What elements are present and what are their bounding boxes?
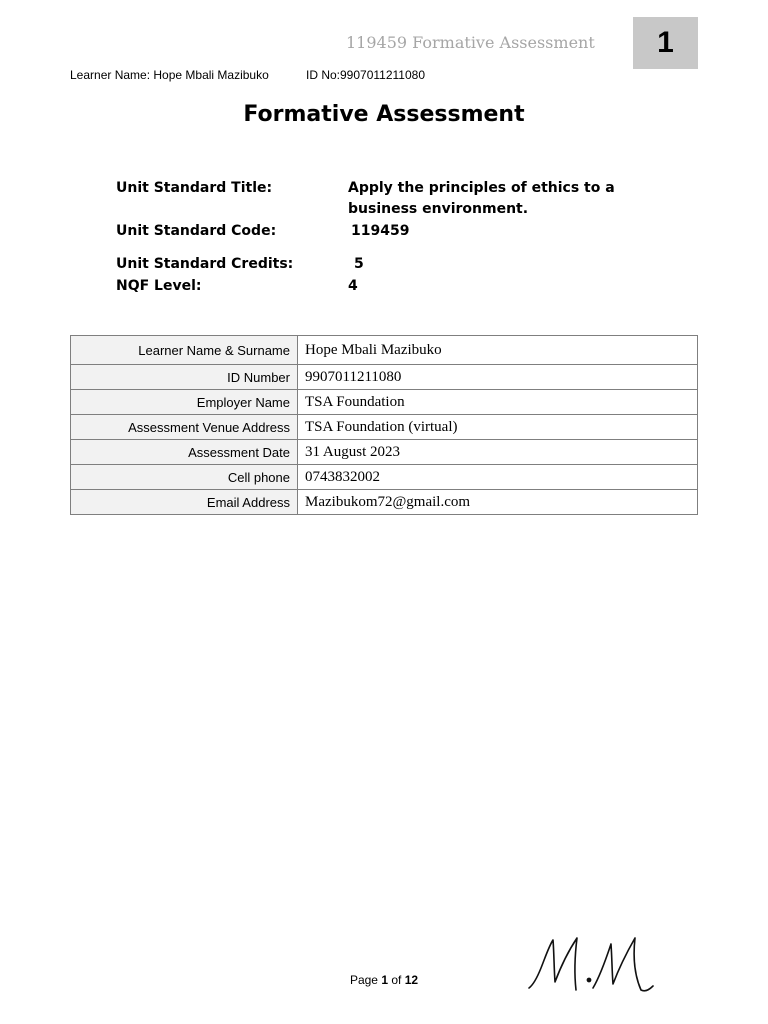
table-row: [71, 365, 698, 390]
row-label: Employer Name: [71, 390, 298, 415]
page-title: Formative Assessment: [243, 102, 525, 127]
table-row: [71, 390, 698, 415]
row-label: Assessment Date: [71, 440, 298, 465]
row-value: 0743832002: [298, 465, 698, 490]
table-row: [71, 415, 698, 440]
row-label: ID Number: [71, 365, 298, 390]
nqf-level-value: 4: [348, 278, 358, 294]
unit-standard-code-value: 119459: [351, 223, 410, 239]
page-word: Page: [349, 973, 378, 987]
page-total: 12: [404, 973, 419, 987]
row-label: Assessment Venue Address: [71, 415, 298, 440]
learner-name-line: Learner Name: Hope Mbali Mazibuko: [70, 68, 269, 82]
unit-standard-title-value: Apply the principles of ethics to a business environment.: [348, 180, 615, 217]
row-value: 9907011211080: [298, 365, 698, 390]
page-number-box: 1: [633, 17, 698, 69]
table-row: [71, 440, 698, 465]
of-word: of: [391, 973, 402, 987]
row-label: Cell phone: [71, 465, 298, 490]
table-row: [71, 336, 698, 365]
row-value: TSA Foundation: [298, 390, 698, 415]
row-value: TSA Foundation (virtual): [298, 415, 698, 440]
row-label: Learner Name & Surname: [71, 336, 298, 365]
page-current: 1: [381, 973, 388, 987]
unit-standard-credits-label: Unit Standard Credits:: [116, 256, 294, 272]
table-row: [71, 490, 698, 515]
learner-id-line: ID No:9907011211080: [306, 68, 425, 82]
unit-standard-code-label: Unit Standard Code:: [116, 223, 277, 239]
nqf-level-label: NQF Level:: [116, 278, 202, 294]
header-title: 119459 Formative Assessment: [346, 33, 595, 52]
signature: [523, 930, 663, 1000]
row-value: Hope Mbali Mazibuko: [298, 336, 698, 365]
unit-standard-credits-value: 5: [354, 256, 364, 272]
row-label: Email Address: [71, 490, 298, 515]
learner-details-table: [70, 335, 698, 515]
row-value: Mazibukom72@gmail.com: [298, 490, 698, 515]
unit-standard-title-label: Unit Standard Title:: [116, 180, 273, 196]
row-value: 31 August 2023: [298, 440, 698, 465]
table-row: [71, 465, 698, 490]
